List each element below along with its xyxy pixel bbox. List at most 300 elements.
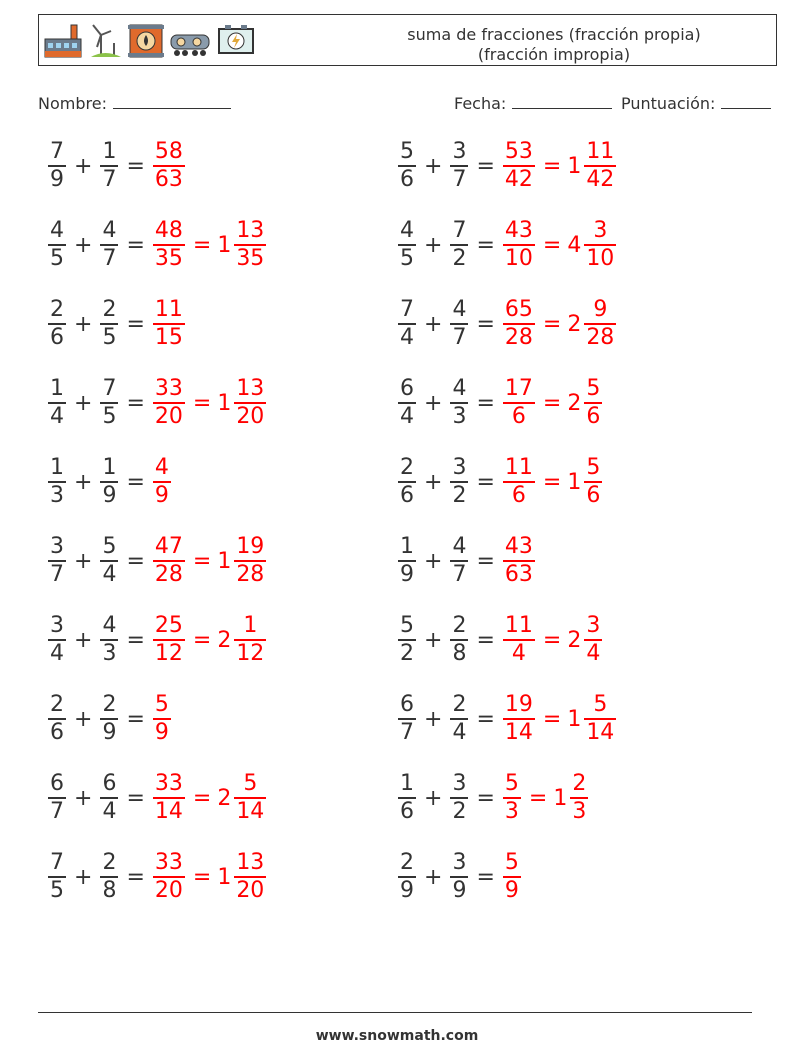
- addend-a: [48, 218, 66, 272]
- addend-a-numerator: 7: [400, 297, 414, 322]
- plus-sign: +: [74, 627, 93, 653]
- problem-row: [46, 763, 268, 833]
- equals-sign: =: [126, 311, 145, 337]
- mixed-whole: 1: [217, 390, 232, 416]
- mixed-fraction: [584, 218, 616, 272]
- equals-sign: =: [126, 232, 145, 258]
- footer-url: www.snowmath.com: [315, 1028, 479, 1044]
- answer-fraction-numerator: 58: [154, 139, 183, 164]
- problem-row: [46, 842, 268, 912]
- title-line-1: suma de fracciones (fracción propia): [407, 25, 701, 44]
- addend-b-denominator: 3: [102, 641, 117, 666]
- plus-sign: +: [74, 390, 93, 416]
- addend-b: [450, 692, 468, 746]
- answer-fraction-numerator: 11: [504, 613, 533, 638]
- answer-fraction-numerator: 5: [154, 692, 169, 717]
- mixed-fraction: [584, 297, 616, 351]
- answer-fraction-denominator: 10: [504, 246, 533, 271]
- equals-sign: =: [126, 153, 145, 179]
- problem-row: [396, 210, 618, 280]
- score-label: Puntuación:: [621, 94, 716, 113]
- equals-sign: =: [476, 706, 495, 732]
- oil-tank-icon: [127, 21, 165, 59]
- problem-row: [396, 684, 618, 754]
- addend-a-denominator: 9: [50, 167, 64, 192]
- addend-b-numerator: 2: [452, 692, 467, 717]
- battery-icon: [215, 21, 257, 59]
- addend-b: [100, 297, 118, 351]
- addend-b-denominator: 7: [452, 167, 467, 192]
- addend-b-denominator: 4: [452, 720, 467, 745]
- mixed-whole: 2: [567, 311, 582, 337]
- addend-b-denominator: 4: [102, 799, 117, 824]
- addend-a: [48, 613, 66, 667]
- addend-a-numerator: 4: [400, 218, 414, 243]
- addend-a-denominator: 6: [400, 167, 414, 192]
- answer-equals-sign: =: [542, 469, 562, 495]
- answer-fraction: [153, 455, 171, 509]
- answer-fraction-denominator: 28: [154, 562, 183, 587]
- addend-a-denominator: 9: [400, 562, 414, 587]
- name-blank[interactable]: [113, 92, 231, 109]
- mixed-whole: 2: [567, 627, 582, 653]
- equals-sign: =: [476, 390, 495, 416]
- mixed-numerator: 3: [586, 613, 601, 638]
- addend-a: [398, 534, 416, 588]
- equals-sign: =: [126, 706, 145, 732]
- mixed-whole: 2: [567, 390, 582, 416]
- footer-divider: [38, 1012, 752, 1013]
- addend-a-numerator: 4: [50, 218, 64, 243]
- mixed-fraction: [234, 376, 266, 430]
- problem-row: [396, 131, 618, 201]
- plus-sign: +: [74, 706, 93, 732]
- plus-sign: +: [424, 548, 443, 574]
- addend-a-denominator: 7: [50, 562, 64, 587]
- answer-fraction-denominator: 20: [154, 878, 183, 903]
- answer-equals-sign: =: [192, 390, 212, 416]
- mixed-numerator: 5: [586, 376, 601, 401]
- plus-sign: +: [424, 153, 443, 179]
- addend-b: [450, 613, 468, 667]
- answer-fraction-denominator: 15: [154, 325, 183, 350]
- addend-a-numerator: 3: [50, 534, 64, 559]
- addend-b-denominator: 5: [102, 404, 117, 429]
- addend-b-denominator: 2: [452, 246, 467, 271]
- addend-a-denominator: 6: [50, 325, 64, 350]
- addend-a: [398, 771, 416, 825]
- answer-fraction: [503, 771, 521, 825]
- addend-b-denominator: 5: [102, 325, 117, 350]
- addend-b-denominator: 7: [102, 246, 117, 271]
- problem-row: [396, 842, 523, 912]
- mixed-numerator: 1: [243, 613, 258, 638]
- plus-sign: +: [424, 785, 443, 811]
- addend-b-denominator: 4: [102, 562, 117, 587]
- addend-a-denominator: 9: [400, 878, 414, 903]
- addend-b-numerator: 2: [102, 692, 117, 717]
- addend-a-numerator: 6: [400, 692, 414, 717]
- plus-sign: +: [74, 232, 93, 258]
- addend-a: [398, 139, 416, 193]
- addend-a-denominator: 7: [400, 720, 414, 745]
- worksheet-header: [38, 14, 777, 66]
- score-blank[interactable]: [721, 92, 771, 109]
- addend-b-numerator: 1: [102, 139, 117, 164]
- answer-fraction: [503, 613, 535, 667]
- addend-a-denominator: 7: [50, 799, 64, 824]
- addend-b-denominator: 9: [452, 878, 467, 903]
- answer-fraction-denominator: 3: [504, 799, 519, 824]
- equals-sign: =: [476, 864, 495, 890]
- addend-a-denominator: 5: [50, 246, 64, 271]
- mixed-denominator: 6: [586, 483, 601, 508]
- addend-a-denominator: 4: [50, 641, 64, 666]
- addend-a-numerator: 1: [50, 376, 64, 401]
- addend-b-numerator: 4: [452, 297, 467, 322]
- problem-row: [396, 447, 604, 517]
- equals-sign: =: [126, 548, 145, 574]
- problem-row: [46, 526, 268, 596]
- addend-b: [450, 218, 468, 272]
- answer-fraction: [503, 297, 535, 351]
- addend-b-denominator: 8: [452, 641, 467, 666]
- answer-fraction-denominator: 4: [511, 641, 526, 666]
- answer-fraction-numerator: 25: [154, 613, 183, 638]
- answer-fraction-numerator: 33: [154, 771, 183, 796]
- plus-sign: +: [424, 232, 443, 258]
- mixed-numerator: 2: [572, 771, 587, 796]
- mixed-denominator: 20: [236, 878, 265, 903]
- equals-sign: =: [476, 153, 495, 179]
- answer-fraction-numerator: 4: [154, 455, 169, 480]
- addend-b: [100, 139, 118, 193]
- plus-sign: +: [424, 864, 443, 890]
- answer-fraction-denominator: 35: [154, 246, 183, 271]
- mixed-denominator: 42: [586, 167, 615, 192]
- mixed-numerator: 3: [593, 218, 608, 243]
- header-icons: [43, 21, 257, 59]
- addend-b-denominator: 8: [102, 878, 117, 903]
- answer-equals-sign: =: [192, 864, 212, 890]
- addend-a-denominator: 6: [400, 483, 414, 508]
- addend-a-denominator: 6: [400, 799, 414, 824]
- date-blank[interactable]: [512, 92, 612, 109]
- addend-a: [48, 297, 66, 351]
- addend-b-numerator: 5: [102, 534, 117, 559]
- problem-row: [396, 605, 604, 675]
- date-field: [454, 92, 612, 113]
- addend-b: [100, 692, 118, 746]
- addend-b-denominator: 2: [452, 799, 467, 824]
- plus-sign: +: [424, 311, 443, 337]
- addend-b-numerator: 3: [452, 771, 467, 796]
- mixed-numerator: 13: [236, 850, 265, 875]
- mixed-denominator: 20: [236, 404, 265, 429]
- problem-row: [46, 289, 187, 359]
- addend-b: [100, 455, 118, 509]
- equals-sign: =: [476, 311, 495, 337]
- answer-equals-sign: =: [192, 627, 212, 653]
- answer-fraction-numerator: 5: [504, 771, 519, 796]
- addend-a: [398, 218, 416, 272]
- addend-a-numerator: 1: [400, 534, 414, 559]
- answer-fraction: [503, 218, 535, 272]
- answer-fraction-numerator: 47: [154, 534, 183, 559]
- mixed-fraction: [234, 850, 266, 904]
- equals-sign: =: [126, 627, 145, 653]
- answer-fraction: [153, 850, 185, 904]
- mixed-numerator: 5: [586, 455, 601, 480]
- addend-a: [48, 534, 66, 588]
- addend-b-numerator: 7: [452, 218, 467, 243]
- plus-sign: +: [74, 548, 93, 574]
- equals-sign: =: [126, 864, 145, 890]
- addend-b-numerator: 4: [452, 376, 467, 401]
- addend-a-numerator: 2: [50, 692, 64, 717]
- addend-a-numerator: 5: [400, 613, 414, 638]
- answer-fraction-numerator: 53: [504, 139, 533, 164]
- addend-b-denominator: 7: [452, 325, 467, 350]
- addend-b: [100, 376, 118, 430]
- addend-a-numerator: 6: [50, 771, 64, 796]
- answer-fraction: [153, 692, 171, 746]
- answer-fraction-denominator: 9: [154, 483, 169, 508]
- addend-b-denominator: 9: [102, 720, 117, 745]
- addend-b-numerator: 3: [452, 455, 467, 480]
- answer-equals-sign: =: [542, 627, 562, 653]
- addend-b-numerator: 1: [102, 455, 117, 480]
- addend-b-numerator: 4: [102, 218, 117, 243]
- mixed-numerator: 5: [593, 692, 608, 717]
- equals-sign: =: [126, 390, 145, 416]
- addend-a-numerator: 5: [400, 139, 414, 164]
- answer-fraction-denominator: 9: [154, 720, 169, 745]
- answer-fraction: [153, 376, 185, 430]
- answer-fraction-denominator: 20: [154, 404, 183, 429]
- date-label: Fecha:: [454, 94, 507, 113]
- mixed-denominator: 28: [586, 325, 615, 350]
- mixed-whole: 1: [217, 232, 232, 258]
- addend-b: [450, 850, 468, 904]
- answer-fraction: [153, 613, 185, 667]
- problem-row: [396, 368, 604, 438]
- mixed-whole: 1: [567, 469, 582, 495]
- answer-fraction-denominator: 63: [154, 167, 183, 192]
- addend-b-numerator: 2: [102, 850, 117, 875]
- answer-fraction-denominator: 12: [154, 641, 183, 666]
- mixed-denominator: 35: [236, 246, 265, 271]
- answer-fraction-denominator: 28: [504, 325, 533, 350]
- addend-a: [398, 613, 416, 667]
- mixed-denominator: 10: [586, 246, 615, 271]
- mixed-fraction: [234, 534, 266, 588]
- equals-sign: =: [476, 785, 495, 811]
- answer-fraction: [153, 771, 185, 825]
- answer-fraction: [153, 297, 185, 351]
- tanker-train-icon: [169, 21, 211, 59]
- addend-a-denominator: 4: [50, 404, 64, 429]
- addend-a-denominator: 5: [50, 878, 64, 903]
- answer-equals-sign: =: [542, 311, 562, 337]
- mixed-fraction: [570, 771, 588, 825]
- mixed-whole: 1: [217, 864, 232, 890]
- addend-a: [398, 850, 416, 904]
- addend-b: [450, 297, 468, 351]
- addend-a-numerator: 3: [50, 613, 64, 638]
- addend-a-numerator: 7: [50, 850, 64, 875]
- addend-a-denominator: 2: [400, 641, 414, 666]
- addend-b-denominator: 9: [102, 483, 117, 508]
- problem-row: [46, 368, 268, 438]
- plus-sign: +: [424, 627, 443, 653]
- mixed-fraction: [234, 218, 266, 272]
- mixed-fraction: [234, 771, 266, 825]
- addend-a: [398, 692, 416, 746]
- worksheet-title: [374, 25, 734, 65]
- answer-fraction-denominator: 63: [504, 562, 533, 587]
- addend-a-denominator: 4: [400, 404, 414, 429]
- addend-a-denominator: 3: [50, 483, 64, 508]
- mixed-numerator: 9: [593, 297, 608, 322]
- answer-equals-sign: =: [192, 232, 212, 258]
- mixed-numerator: 13: [236, 376, 265, 401]
- answer-fraction-denominator: 14: [504, 720, 533, 745]
- plus-sign: +: [74, 785, 93, 811]
- plus-sign: +: [74, 469, 93, 495]
- equals-sign: =: [476, 469, 495, 495]
- addend-b-denominator: 3: [452, 404, 467, 429]
- addend-a-denominator: 4: [400, 325, 414, 350]
- answer-fraction-numerator: 33: [154, 850, 183, 875]
- mixed-whole: 1: [217, 548, 232, 574]
- addend-b: [100, 771, 118, 825]
- equals-sign: =: [476, 627, 495, 653]
- addend-a: [48, 376, 66, 430]
- answer-equals-sign: =: [542, 232, 562, 258]
- addend-b-denominator: 7: [452, 562, 467, 587]
- problem-row: [46, 447, 173, 517]
- addend-a: [48, 850, 66, 904]
- plus-sign: +: [424, 469, 443, 495]
- addend-b-numerator: 4: [102, 613, 117, 638]
- addend-a: [48, 455, 66, 509]
- mixed-fraction: [234, 613, 266, 667]
- addend-a: [48, 771, 66, 825]
- addend-a-numerator: 1: [400, 771, 414, 796]
- addend-b-denominator: 7: [102, 167, 117, 192]
- plus-sign: +: [74, 153, 93, 179]
- addend-a-denominator: 5: [400, 246, 414, 271]
- answer-equals-sign: =: [542, 390, 562, 416]
- answer-fraction: [503, 534, 535, 588]
- answer-fraction-numerator: 43: [504, 534, 533, 559]
- addend-b-numerator: 4: [452, 534, 467, 559]
- mixed-fraction: [584, 613, 602, 667]
- answer-fraction-denominator: 6: [511, 483, 526, 508]
- addend-a: [398, 297, 416, 351]
- addend-b: [450, 139, 468, 193]
- mixed-whole: 2: [217, 785, 232, 811]
- answer-fraction-numerator: 17: [504, 376, 533, 401]
- addend-b-numerator: 3: [452, 139, 467, 164]
- mixed-denominator: 14: [586, 720, 615, 745]
- plus-sign: +: [74, 864, 93, 890]
- wind-turbine-icon: [87, 21, 123, 59]
- title-line-2: (fracción impropia): [477, 45, 631, 64]
- answer-equals-sign: =: [542, 153, 562, 179]
- addend-a-numerator: 7: [50, 139, 64, 164]
- factory-icon: [43, 21, 83, 59]
- answer-equals-sign: =: [192, 785, 212, 811]
- mixed-fraction: [584, 376, 602, 430]
- answer-fraction-denominator: 14: [154, 799, 183, 824]
- addend-b: [100, 850, 118, 904]
- problem-row: [46, 605, 268, 675]
- equals-sign: =: [126, 469, 145, 495]
- name-field: [38, 92, 231, 113]
- mixed-fraction: [584, 692, 616, 746]
- addend-a-numerator: 2: [400, 850, 414, 875]
- mixed-numerator: 11: [586, 139, 615, 164]
- mixed-denominator: 4: [586, 641, 601, 666]
- addend-a: [398, 376, 416, 430]
- answer-fraction-numerator: 43: [504, 218, 533, 243]
- answer-fraction-denominator: 42: [504, 167, 533, 192]
- plus-sign: +: [424, 706, 443, 732]
- plus-sign: +: [74, 311, 93, 337]
- answer-equals-sign: =: [192, 548, 212, 574]
- equals-sign: =: [476, 232, 495, 258]
- mixed-fraction: [584, 455, 602, 509]
- mixed-whole: 2: [217, 627, 232, 653]
- addend-b: [450, 376, 468, 430]
- answer-fraction-numerator: 19: [504, 692, 533, 717]
- addend-a-numerator: 2: [50, 297, 64, 322]
- answer-fraction-numerator: 5: [504, 850, 519, 875]
- addend-b-numerator: 2: [102, 297, 117, 322]
- equals-sign: =: [476, 548, 495, 574]
- answer-equals-sign: =: [542, 706, 562, 732]
- addend-a-numerator: 6: [400, 376, 414, 401]
- problem-row: [396, 289, 618, 359]
- answer-fraction: [503, 139, 535, 193]
- addend-b: [450, 455, 468, 509]
- mixed-numerator: 13: [236, 218, 265, 243]
- mixed-denominator: 6: [586, 404, 601, 429]
- mixed-whole: 1: [567, 706, 582, 732]
- addend-b-numerator: 7: [102, 376, 117, 401]
- answer-fraction-numerator: 33: [154, 376, 183, 401]
- mixed-denominator: 12: [236, 641, 265, 666]
- addend-b-denominator: 2: [452, 483, 467, 508]
- addend-a-denominator: 6: [50, 720, 64, 745]
- mixed-whole: 1: [567, 153, 582, 179]
- mixed-denominator: 3: [572, 799, 587, 824]
- answer-fraction: [153, 218, 185, 272]
- addend-b: [450, 534, 468, 588]
- problem-row: [46, 210, 268, 280]
- answer-equals-sign: =: [528, 785, 548, 811]
- addend-b: [100, 534, 118, 588]
- plus-sign: +: [424, 390, 443, 416]
- answer-fraction: [503, 692, 535, 746]
- name-label: Nombre:: [38, 94, 107, 113]
- answer-fraction: [503, 455, 535, 509]
- mixed-whole: 1: [553, 785, 568, 811]
- addend-b: [450, 771, 468, 825]
- addend-b: [100, 613, 118, 667]
